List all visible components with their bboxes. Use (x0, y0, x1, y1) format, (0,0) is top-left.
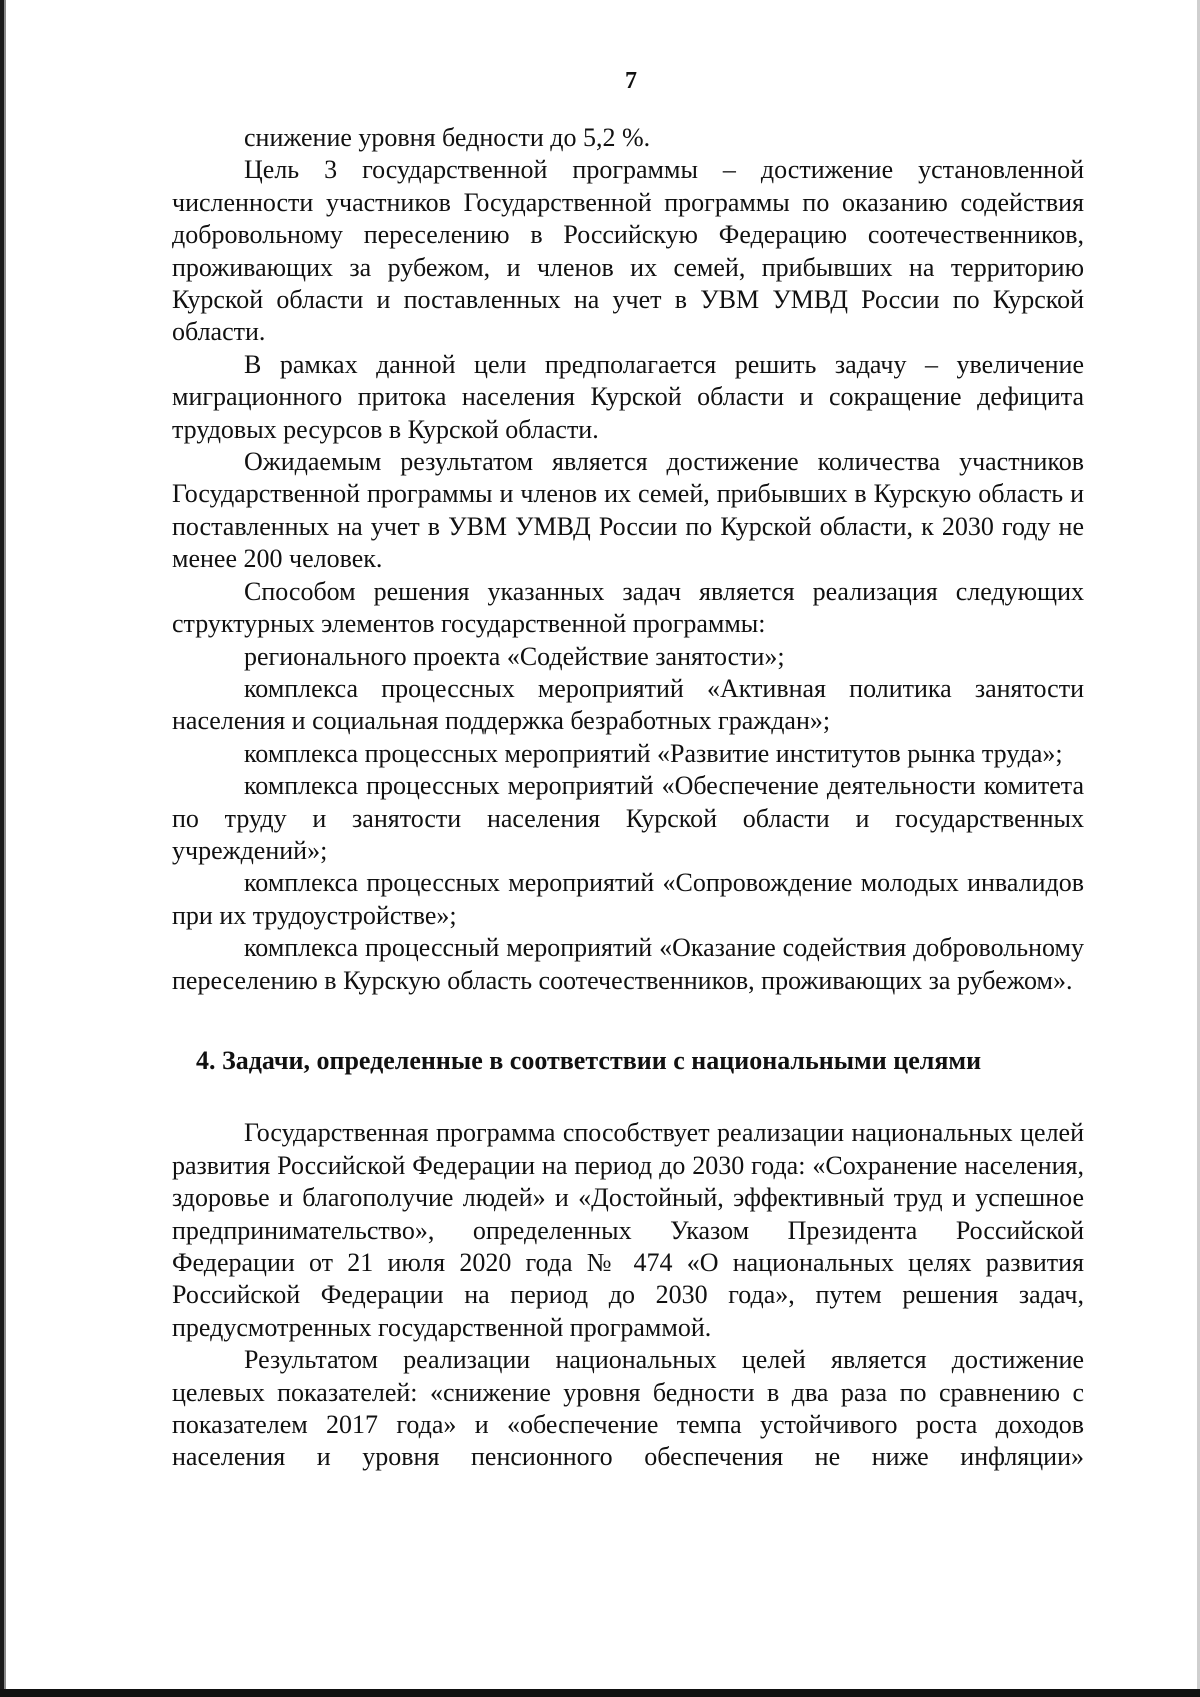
paragraph-solution-method: Способом решения указанных задач является реализация следующих структурных элементов государственной программы: (172, 576, 1084, 639)
paragraph-national-goals: Государственная программа способствует реализации национальных целей развития Российской Федерации на период до 2030 года: «Сохранение населения, здоровье и благополучие людей» и «Достойный, эффективный труд и успешное предпринимательство», определенных Указом Президента Российской Федерации от 21 июля 2020 года № 474 «О национальных целях развития Российской Федерации на период до 2030 года», путем решения задач, предусмотренных государственной программой. (172, 1118, 1084, 1342)
paragraph-poverty-target: снижение уровня бедности до 5,2 %. (244, 123, 651, 152)
paragraph-goal-3: Цель 3 государственной программы – достижение установленной численности участников Государственной программы по оказанию содействия добровольному переселению в Российскую Федерацию соотечественников, проживающих за рубежом, и членов их семей, прибывших на территорию Курской области и поставленных на учет в УВМ УМВД России по Курской области. (172, 155, 1084, 347)
scan-edge-bottom (0, 1689, 1200, 1697)
list-item-active-employment-policy: комплекса процессных мероприятий «Активная политика занятости населения и социальная поддержка безработных граждан»; (172, 673, 1084, 736)
list-item-committee-support: комплекса процессных мероприятий «Обеспечение деятельности комитета по труду и занятости населения Курской области и государственных учреждений»; (172, 771, 1084, 865)
paragraph-expected-result: Ожидаемым результатом является достижение количества участников Государственной программы и членов их семей, прибывших в Курскую область и поставленных на учет в УВМ УМВД России по Курской области, к 2030 году не менее 200 человек. (172, 447, 1084, 574)
section-4-heading: 4. Задачи, определенные в соответствии с национальными целями (196, 1045, 982, 1075)
paragraph-goal-3-task: В рамках данной цели предполагается решить задачу – увеличение миграционного притока населения Курской области и сокращение дефицита трудовых ресурсов в Курской области. (172, 349, 1084, 444)
page-number: 7 (625, 68, 637, 94)
document-body (172, 122, 1084, 1474)
list-item-labor-market-institutions: комплекса процессных мероприятий «Развитие институтов рынка труда»; (244, 738, 1063, 768)
list-item-young-disabled-support: комплекса процессных мероприятий «Сопровождение молодых инвалидов при их трудоустройстве»; (172, 868, 1084, 930)
list-item-regional-project: регионального проекта «Содействие занятости»; (244, 641, 785, 671)
scan-edge-left (0, 0, 4, 1697)
list-item-resettlement-assistance: комплекса процессный мероприятий «Оказание содействия добровольному переселению в Курскую область соотечественников, проживающих за рубежом». (172, 933, 1084, 995)
paragraph-target-indicators: Результатом реализации национальных целей является достижение целевых показателей: «снижение уровня бедности в два раза по сравнению с показателем 2017 года» и «обеспечение темпа устойчивого роста доходов населения и уровня пенсионного обеспечения не ниже инфляции» (172, 1345, 1084, 1472)
